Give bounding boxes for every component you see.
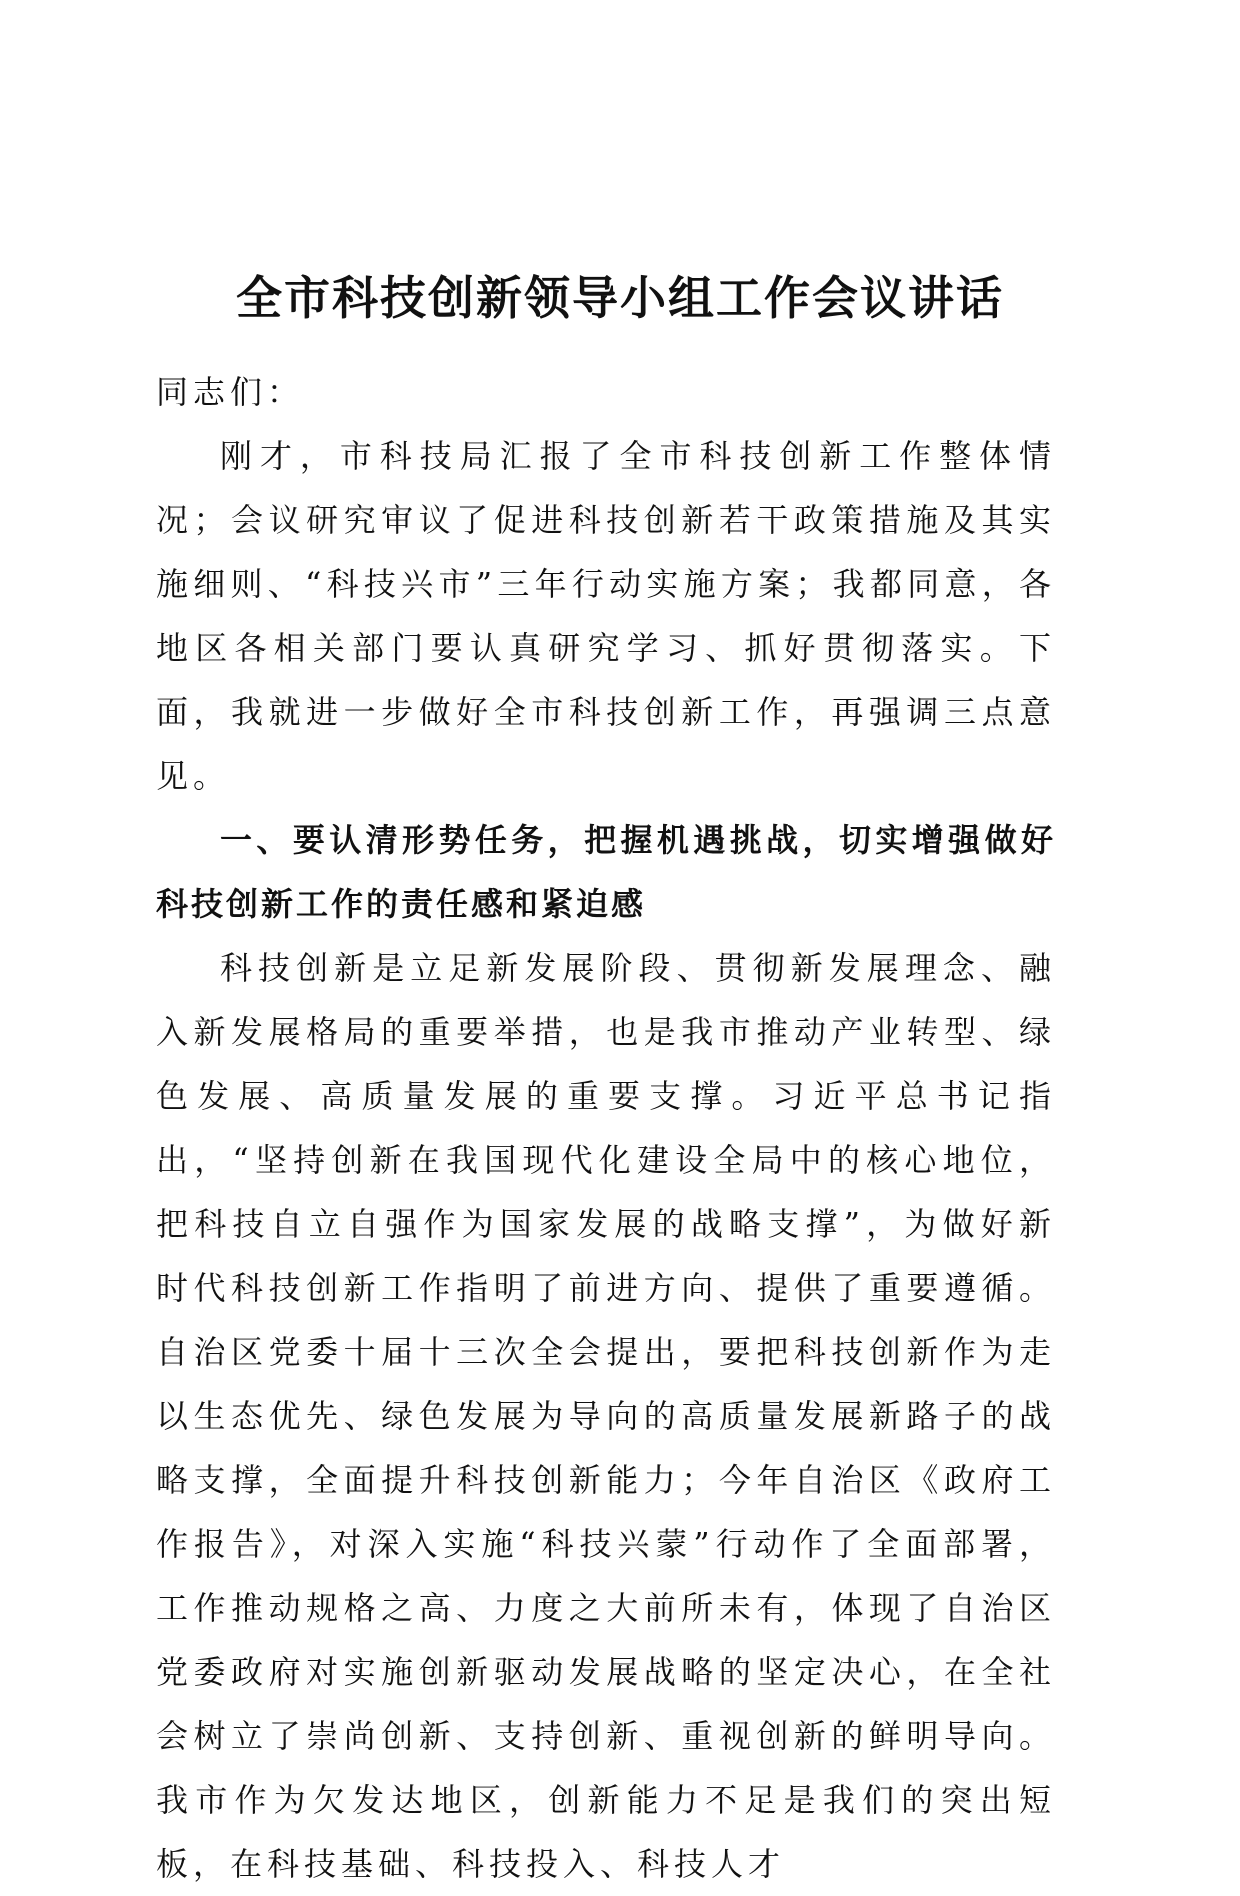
document-body — [156, 360, 1056, 1896]
paragraph-section-1: 科技创新是立足新发展阶段、贯彻新发展理念、融入新发展格局的重要举措，也是我市推动产业转型、绿色发展、高质量发展的重要支撑。习近平总书记指出，“坚持创新在我国现代化建设全局中的核心地位，把科技自立自强作为国家发展的战略支撑”，为做好新时代科技创新工作指明了前进方向、提供了重要遵循。自治区党委十届十三次全会提出，要把科技创新作为走以生态优先、绿色发展为导向的高质量发展新路子的战略支撑，全面提升科技创新能力；今年自治区《政府工作报告》，对深入实施“科技兴蒙”行动作了全面部署，工作推动规格之高、力度之大前所未有，体现了自治区党委政府对实施创新驱动发展战略的坚定决心，在全社会树立了崇尚创新、支持创新、重视创新的鲜明导向。我市作为欠发达地区，创新能力不足是我们的突出短板，在科技基础、科技投入、科技人才 — [156, 949, 1056, 1883]
paragraph-intro: 刚才，市科技局汇报了全市科技创新工作整体情况；会议研究审议了促进科技创新若干政策措施及其实施细则、“科技兴市”三年行动实施方案；我都同意，各地区各相关部门要认真研究学习、抓好贯彻落实。下面，我就进一步做好全市科技创新工作，再强调三点意见。 — [156, 437, 1056, 795]
document-title: 全市科技创新领导小组工作会议讲话 — [236, 271, 1004, 325]
salutation: 同志们： — [156, 373, 305, 411]
section-heading-1: 一、要认清形势任务，把握机遇挑战，切实增强做好科技创新工作的责任感和紧迫感 — [156, 821, 1056, 923]
